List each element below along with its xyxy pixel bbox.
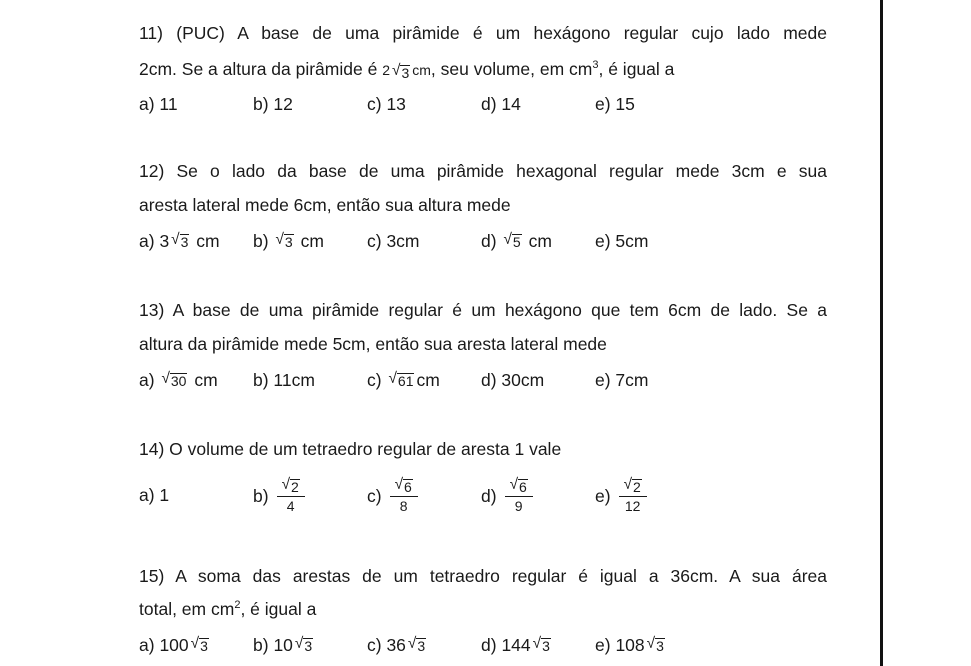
q13-line2: altura da pirâmide mede 5cm, então sua aresta lateral mede [139, 334, 607, 354]
option-a[interactable]: a) 100 √ 3 [139, 634, 208, 655]
q13-options [139, 369, 829, 399]
q15-line1: 15) A soma das arestas de um tetraedro regular é igual a 36cm. A sua área [139, 566, 827, 586]
q12-line2: aresta lateral mede 6cm, então sua altura mede [139, 195, 511, 215]
q12-options [139, 230, 829, 260]
option-e[interactable]: e) 7cm [595, 369, 649, 390]
option-b[interactable]: b) √ 3 cm [253, 230, 324, 251]
option-c[interactable]: c) 3cm [367, 230, 420, 251]
q15-line2: total, em $cm^2$, é igual a [139, 599, 317, 619]
option-d[interactable]: d) 30cm [481, 369, 545, 390]
option-c[interactable]: c) √ 61 cm [367, 369, 440, 390]
option-a[interactable]: a) 1 [139, 484, 170, 505]
option-c[interactable]: c) √ 6 8 [367, 474, 418, 518]
q12-line1: 12) Se o lado da base de uma pirâmide hexagonal regular mede 3cm e sua [139, 161, 827, 181]
option-e[interactable]: e) 108 √ 3 [595, 634, 664, 655]
q13-line1: 13) A base de uma pirâmide regular é um hexágono que tem 6cm de lado. Se a [139, 300, 827, 320]
q11-line2: 2cm. Se a altura da pirâmide é 2 √ 3 cm, seu volume, em $cm^3$, é igual a [139, 59, 675, 81]
option-b[interactable]: b) 11cm [253, 369, 315, 390]
option-b[interactable]: b) 12 [253, 93, 293, 114]
option-a[interactable]: a) 11 [139, 93, 178, 114]
q14-line1: 14) O volume de um tetraedro regular de aresta 1 vale [139, 439, 562, 459]
q14-options [139, 475, 829, 515]
option-b[interactable]: b) √ 2 4 [253, 474, 305, 518]
option-d[interactable]: d) 144 √ 3 [481, 634, 550, 655]
option-b[interactable]: b) 10 √ 3 [253, 634, 313, 655]
option-e[interactable]: e) √ 2 12 [595, 474, 647, 518]
option-a[interactable]: a) √ 30 cm [139, 369, 218, 390]
q11-line1: 11) (PUC) A base de uma pirâmide é um hexágono regular cujo lado mede [139, 23, 827, 43]
option-d[interactable]: d) 14 [481, 93, 521, 114]
option-a[interactable]: a) 3 √ 3 cm [139, 230, 220, 251]
option-c[interactable]: c) 13 [367, 93, 406, 114]
q11-options [139, 93, 829, 123]
option-d[interactable]: d) √ 6 9 [481, 474, 533, 518]
option-c[interactable]: c) 36 √ 3 [367, 634, 426, 655]
q15-options [139, 634, 829, 664]
option-e[interactable]: e) 5cm [595, 230, 649, 251]
option-d[interactable]: d) √ 5 cm [481, 230, 552, 251]
page-edge-border [880, 0, 883, 666]
sqrt-symbol: √ 3 [391, 62, 410, 81]
option-e[interactable]: e) 15 [595, 93, 635, 114]
